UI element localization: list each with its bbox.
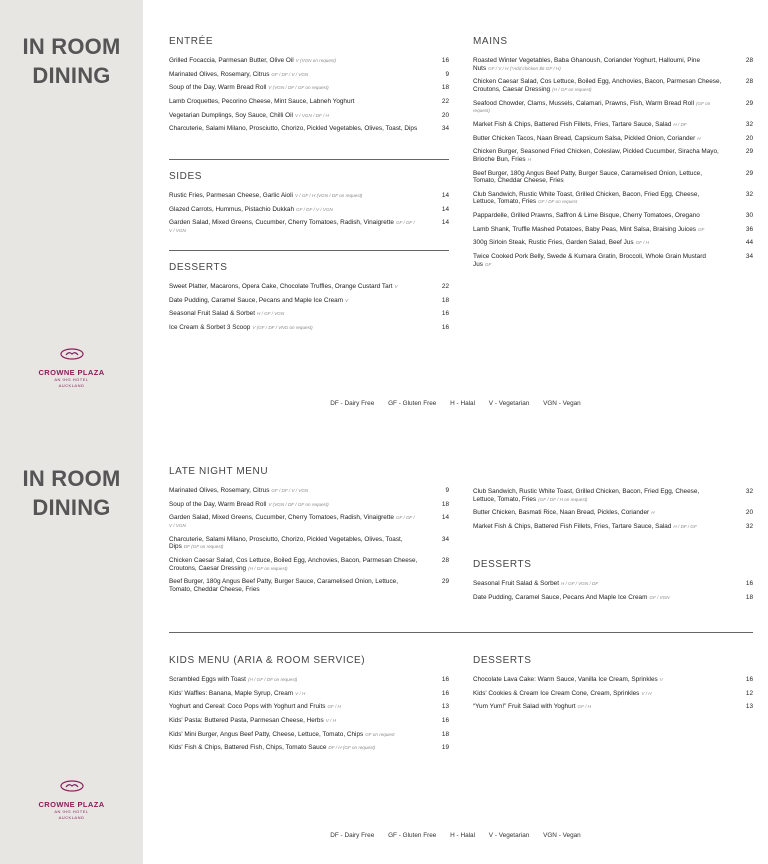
item-description: Yoghurt and Cereal: Coco Pops with Yoghurt and Fruits xyxy=(169,703,326,711)
item-price: 30 xyxy=(745,212,753,220)
late-night-list-right xyxy=(473,488,753,531)
item-price: 20 xyxy=(441,111,449,119)
menu-item xyxy=(473,57,753,72)
late-desserts-list xyxy=(473,580,753,601)
item-price: 29 xyxy=(745,169,753,177)
logo-sub2: AUCKLAND xyxy=(58,383,85,388)
menu-item xyxy=(169,283,449,291)
item-price: 32 xyxy=(745,522,753,530)
item-description: 300g Sirloin Steak, Rustic Fries, Garden Salad, Beef Jus xyxy=(473,239,634,247)
menu-item xyxy=(169,297,449,305)
legend-gf: GF - Gluten Free xyxy=(388,400,437,407)
item-dietary-note: H xyxy=(651,510,655,516)
item-dietary-note: GF / DF / V / VGN xyxy=(271,488,309,493)
item-price: 14 xyxy=(441,219,449,227)
item-description: Seafood Chowder, Clams, Mussels, Calamari, Prawns, Fish, Warm Bread Roll xyxy=(473,99,695,107)
item-dietary-note: (GF / DF / H on request) xyxy=(538,496,588,502)
menu-item xyxy=(473,191,753,206)
item-dietary-note: V (VGN / DF / GF on request) xyxy=(268,85,329,91)
item-price: 16 xyxy=(441,57,449,64)
item-dietary-note: GF xyxy=(484,261,492,267)
item-price: 18 xyxy=(745,593,753,601)
item-description: Seasonal Fruit Salad & Sorbet xyxy=(473,580,559,587)
item-description: Marinated Olives, Rosemary, Citrus xyxy=(169,487,270,494)
item-dietary-note: V xyxy=(345,297,349,303)
menu-page-2 xyxy=(0,432,768,864)
kids-desserts-list xyxy=(473,676,753,711)
menu-item xyxy=(169,676,449,684)
menu-item xyxy=(169,487,449,495)
item-price: 16 xyxy=(441,310,449,318)
item-description: Sweet Platter, Macarons, Opera Cake, Chocolate Truffles, Orange Custard Tart xyxy=(169,283,393,290)
menu-item xyxy=(169,324,449,332)
item-price: 14 xyxy=(441,514,449,522)
item-dietary-note: H / GF / VGN / DF xyxy=(560,581,599,586)
menu-item xyxy=(473,488,753,503)
item-price: 16 xyxy=(745,676,753,683)
item-description: Charcuterie, Salami Milano, Prosciutto, Chorizo, Pickled Vegetables, Olives, Toast, Dips xyxy=(169,535,403,551)
item-price: 44 xyxy=(745,239,753,247)
menu-item xyxy=(169,192,449,200)
divider xyxy=(169,632,753,633)
item-description: Grilled Focaccia, Parmesan Butter, Olive Oil xyxy=(169,57,294,64)
menu-item xyxy=(473,78,753,93)
dietary-legend xyxy=(143,400,768,407)
logo-sub1: AN IHG HOTEL xyxy=(54,377,89,382)
item-description: Date Pudding, Caramel Sauce, Pecans And Maple Ice Cream xyxy=(473,593,648,601)
item-description: “Yum Yum!” Fruit Salad with Yoghurt xyxy=(473,703,576,711)
item-description: Beef Burger, 180g Angus Beef Patty, Burger Sauce, Caramelised Onion, Lettuce, Tomato, Cheddar Cheese, Fries xyxy=(473,169,703,185)
item-price: 16 xyxy=(441,689,449,697)
item-price: 12 xyxy=(745,689,753,697)
side-title xyxy=(0,32,143,90)
item-dietary-note: (H / GF on request) xyxy=(248,565,288,571)
item-description: Rustic Fries, Parmesan Cheese, Garlic Aioli xyxy=(169,192,293,199)
menu-item xyxy=(473,148,753,163)
item-price: 20 xyxy=(745,509,753,517)
item-description: Chicken Burger, Seasoned Fried Chicken, Coleslaw, Pickled Cucumber, Siracha Mayo, Brioche Bun, Fries xyxy=(473,148,719,163)
legend-vgn: VGN - Vegan xyxy=(543,832,581,839)
desserts-title: DESSERTS xyxy=(169,262,228,273)
menu-item xyxy=(473,253,753,268)
late-night-title: LATE NIGHT MENU xyxy=(169,466,269,477)
item-description: Kids' Waffles: Banana, Maple Syrup, Cream xyxy=(169,689,294,697)
menu-item xyxy=(473,580,753,588)
item-dietary-note: V / H xyxy=(325,718,336,724)
item-description: Lamb Shank, Truffle Mashed Potatoes, Baby Peas, Mint Salsa, Braising Juices xyxy=(473,225,696,233)
item-price: 16 xyxy=(441,324,449,332)
item-description: Kids' Fish & Chips, Battered Fish, Chips, Tomato Sauce xyxy=(169,744,327,752)
mains-title: MAINS xyxy=(473,36,508,47)
item-dietary-note: GF on request xyxy=(365,731,395,737)
menu-item xyxy=(169,717,449,725)
item-description: Chicken Caesar Salad, Cos Lettuce, Boiled Egg, Anchovies, Bacon, Parmesan Cheese, Croutons, Caesar Dressing xyxy=(169,556,418,572)
item-description: Market Fish & Chips, Battered Fish Fillets, Fries, Tartare Sauce, Salad xyxy=(473,522,672,530)
item-price: 32 xyxy=(745,488,753,495)
menu-item xyxy=(169,219,449,234)
item-price: 13 xyxy=(745,703,753,711)
crown-logo-icon xyxy=(60,348,84,360)
kids-title: KIDS MENU (ARIA & ROOM SERVICE) xyxy=(169,655,366,666)
item-description: Butter Chicken, Basmati Rice, Naan Bread, Pickles, Coriander xyxy=(473,509,650,517)
item-dietary-note: H / DF / GF xyxy=(673,523,697,529)
menu-item xyxy=(473,703,753,711)
item-dietary-note: (H / GF on request) xyxy=(552,86,592,92)
item-description: Vegetarian Dumplings, Soy Sauce, Chilli Oil xyxy=(169,111,293,119)
menu-item xyxy=(169,578,449,593)
side-title-line2: DINING xyxy=(32,495,111,520)
item-description: Scrambled Eggs with Toast xyxy=(169,676,246,683)
menu-item xyxy=(473,170,753,185)
item-price: 14 xyxy=(441,205,449,213)
item-price: 16 xyxy=(441,717,449,725)
item-description: Beef Burger, 180g Angus Beef Patty, Burger Sauce, Caramelised Onion, Lettuce, Tomato, Cheddar Cheese, Fries xyxy=(169,578,399,593)
menu-item xyxy=(169,557,449,572)
item-description: Chicken Caesar Salad, Cos Lettuce, Boiled Egg, Anchovies, Bacon, Parmesan Cheese, Croutons, Caesar Dressing xyxy=(473,78,722,93)
item-dietary-note: V xyxy=(394,284,398,289)
item-description: Roasted Winter Vegetables, Baba Ghanoush, Coriander Yoghurt, Halloumi, Pine Nuts xyxy=(473,57,701,72)
item-description: Glazed Carrots, Hummus, Pistachio Dukkah xyxy=(169,205,295,213)
sidebar xyxy=(0,432,143,864)
item-description: Ice Cream & Sorbet 3 Scoop xyxy=(169,324,251,332)
sidebar xyxy=(0,0,143,432)
item-price: 9 xyxy=(445,70,449,78)
menu-item xyxy=(473,135,753,143)
kids-list xyxy=(169,676,449,752)
menu-item xyxy=(169,690,449,698)
item-price: 29 xyxy=(441,578,449,586)
item-description: Seasonal Fruit Salad & Sorbet xyxy=(169,310,255,318)
item-description: Charcuterie, Salami Milano, Prosciutto, Chorizo, Pickled Vegetables, Olives, Toast, Dips xyxy=(169,125,418,133)
menu-item xyxy=(473,523,753,531)
item-price: 28 xyxy=(441,556,449,564)
late-desserts-title: DESSERTS xyxy=(473,559,532,570)
item-description: Twice Cooked Pork Belly, Swede & Kumara Gratin, Broccoli, Whole Grain Mustard Jus xyxy=(473,253,706,268)
item-price: 18 xyxy=(441,730,449,738)
item-dietary-note: V / GF / H (VGN / DF on request) xyxy=(294,193,363,198)
item-description: Soup of the Day, Warm Bread Roll xyxy=(169,84,267,92)
item-price: 34 xyxy=(745,253,753,261)
menu-item xyxy=(169,71,449,79)
item-price: 22 xyxy=(441,283,449,290)
late-night-section xyxy=(169,466,449,600)
menu-item xyxy=(169,206,449,214)
menu-item xyxy=(169,112,449,120)
side-title-line1: IN ROOM xyxy=(22,34,121,59)
item-dietary-note: GF / DF / V / VGN xyxy=(296,206,333,212)
entree-section xyxy=(169,36,449,139)
legend-df: DF - Dairy Free xyxy=(330,400,375,407)
item-dietary-note: H xyxy=(527,156,531,162)
sides-title: SIDES xyxy=(169,171,203,182)
item-description: Kids' Cookies & Cream Ice Cream Cone, Cream, Sprinkles xyxy=(473,689,640,697)
menu-item xyxy=(169,501,449,509)
legend-h: H - Halal xyxy=(450,400,476,407)
item-dietary-note: GF / VGN xyxy=(649,594,670,600)
item-price: 34 xyxy=(441,535,449,543)
late-night-right-section xyxy=(473,488,753,537)
sides-list xyxy=(169,192,449,235)
item-description: Butter Chicken Tacos, Naan Bread, Capsicum Salsa, Pickled Onion, Coriander xyxy=(473,134,696,142)
item-description: Kids' Pasta: Buttered Pasta, Parmesan Cheese, Herbs xyxy=(169,717,324,725)
hotel-logo xyxy=(0,348,143,389)
item-description: Club Sandwich, Rustic White Toast, Grilled Chicken, Bacon, Fried Egg, Cheese, Lettuce, Tomato, Fries xyxy=(473,488,700,503)
item-price: 34 xyxy=(441,125,449,133)
item-dietary-note: V / VGN / DF / H xyxy=(294,112,329,118)
item-description: Lamb Croquettes, Pecorino Cheese, Mint Sauce, Labneh Yoghurt xyxy=(169,98,355,106)
legend-vgn: VGN - Vegan xyxy=(543,400,581,407)
legend-v: V - Vegetarian xyxy=(488,400,530,407)
logo-name: CROWNE PLAZA xyxy=(38,800,105,809)
item-description: Marinated Olives, Rosemary, Citrus xyxy=(169,70,270,78)
menu-item xyxy=(169,57,449,65)
item-dietary-note: GF xyxy=(697,226,705,232)
item-price: 19 xyxy=(441,744,449,752)
item-dietary-note: GF / H xyxy=(635,240,650,246)
item-price: 36 xyxy=(745,225,753,233)
item-description: Soup of the Day, Warm Bread Roll xyxy=(169,500,267,508)
dietary-legend xyxy=(143,832,768,839)
item-price: 14 xyxy=(441,192,449,199)
item-dietary-note: GF / DF on request xyxy=(538,199,578,205)
item-dietary-note: GF / DF / V / VGN xyxy=(271,71,309,77)
item-dietary-note: V (VGN / DF / GF on request) xyxy=(268,501,329,507)
menu-item xyxy=(473,226,753,234)
side-title-line2: DINING xyxy=(32,63,111,88)
late-night-list-left xyxy=(169,487,449,593)
menu-item xyxy=(473,509,753,517)
item-dietary-note: GF / H xyxy=(577,704,591,710)
item-description: Garden Salad, Mixed Greens, Cucumber, Cherry Tomatoes, Radish, Vinaigrette xyxy=(169,514,394,522)
kids-desserts-title: DESSERTS xyxy=(473,655,532,666)
item-dietary-note: V (GF / DF / VNG on request) xyxy=(252,325,313,331)
menu-item xyxy=(169,84,449,92)
item-dietary-note: GF / DF / V / VGN xyxy=(169,515,415,528)
menu-item xyxy=(169,731,449,739)
item-dietary-note: DF / H (GF on request) xyxy=(328,745,376,751)
menu-item xyxy=(473,121,753,129)
item-description: Chocolate Lava Cake: Warm Sauce, Vanilla Ice Cream, Sprinkles xyxy=(473,676,658,683)
divider xyxy=(169,250,449,251)
legend-gf: GF - Gluten Free xyxy=(388,832,437,839)
item-dietary-note: V xyxy=(659,677,663,682)
crown-logo-icon xyxy=(60,780,84,792)
item-price: 18 xyxy=(441,84,449,92)
item-dietary-note: (GF on request) xyxy=(473,100,711,114)
logo-sub1: AN IHG HOTEL xyxy=(54,809,89,814)
item-price: 22 xyxy=(441,98,449,106)
entree-title: ENTRÉE xyxy=(169,36,214,47)
item-price: 18 xyxy=(441,500,449,508)
item-description: Club Sandwich, Rustic White Toast, Grilled Chicken, Bacon, Fried Egg, Cheese, Lettuce, Tomato, Fries xyxy=(473,190,700,206)
logo-name: CROWNE PLAZA xyxy=(38,368,105,377)
item-description: Garden Salad, Mixed Greens, Cucumber, Cherry Tomatoes, Radish, Vinaigrette xyxy=(169,219,394,227)
item-price: 29 xyxy=(745,148,753,156)
kids-desserts-section xyxy=(473,655,753,717)
item-price: 29 xyxy=(745,99,753,107)
item-price: 28 xyxy=(745,78,753,86)
item-dietary-note: V / H xyxy=(295,690,306,696)
item-price: 16 xyxy=(745,580,753,587)
item-dietary-note: (H / GF / DF on request) xyxy=(247,677,298,682)
item-price: 13 xyxy=(441,703,449,711)
kids-section xyxy=(169,655,449,758)
item-price: 9 xyxy=(445,487,449,494)
item-description: Pappardelle, Grilled Prawns, Saffron & Lime Bisque, Cherry Tomatoes, Oregano xyxy=(473,212,700,220)
legend-df: DF - Dairy Free xyxy=(330,832,375,839)
desserts-list xyxy=(169,283,449,332)
side-title-line1: IN ROOM xyxy=(22,466,121,491)
logo-sub2: AUCKLAND xyxy=(58,815,85,820)
menu-item xyxy=(473,594,753,602)
item-dietary-note: DF (GF on request) xyxy=(183,544,224,550)
menu-item xyxy=(473,690,753,698)
item-dietary-note: V (VGN on request) xyxy=(295,58,337,63)
item-price: 32 xyxy=(745,120,753,128)
item-description: Market Fish & Chips, Battered Fish Fillets, Fries, Tartare Sauce, Salad xyxy=(473,120,672,128)
legend-h: H - Halal xyxy=(450,832,476,839)
menu-item xyxy=(169,703,449,711)
side-title xyxy=(0,464,143,522)
item-dietary-note: H / GF / VGN xyxy=(256,311,285,317)
hotel-logo xyxy=(0,780,143,821)
item-price: 18 xyxy=(441,296,449,304)
item-description: Date Pudding, Caramel Sauce, Pecans and Maple Ice Cream xyxy=(169,296,344,304)
item-dietary-note: GF / H xyxy=(327,704,341,710)
menu-item xyxy=(473,239,753,247)
item-dietary-note: H xyxy=(697,135,701,141)
item-dietary-note: H / DF xyxy=(673,121,687,127)
late-desserts-section xyxy=(473,559,753,607)
sides-section xyxy=(169,171,449,241)
menu-item xyxy=(473,212,753,220)
menu-item xyxy=(169,125,449,133)
desserts-section xyxy=(169,262,449,338)
item-price: 20 xyxy=(745,134,753,142)
menu-item xyxy=(473,100,753,115)
menu-item xyxy=(169,536,449,551)
item-dietary-note: V / H xyxy=(641,690,652,696)
mains-list xyxy=(473,57,753,268)
item-price: 16 xyxy=(441,676,449,683)
menu-item xyxy=(169,514,449,529)
divider xyxy=(169,159,449,160)
item-price: 32 xyxy=(745,190,753,198)
legend-v: V - Vegetarian xyxy=(488,832,530,839)
item-description: Kids' Mini Burger, Angus Beef Patty, Cheese, Lettuce, Tomato, Chips xyxy=(169,730,364,738)
menu-item xyxy=(473,676,753,684)
item-dietary-note: GF / DF / V / VGN xyxy=(169,220,415,233)
menu-item xyxy=(169,310,449,318)
item-price: 28 xyxy=(745,57,753,64)
mains-section xyxy=(473,36,753,274)
menu-item xyxy=(169,98,449,106)
menu-item xyxy=(169,744,449,752)
entree-list xyxy=(169,57,449,133)
item-dietary-note: GF / V / H (*Add chicken $6 GF / H) xyxy=(488,65,561,71)
